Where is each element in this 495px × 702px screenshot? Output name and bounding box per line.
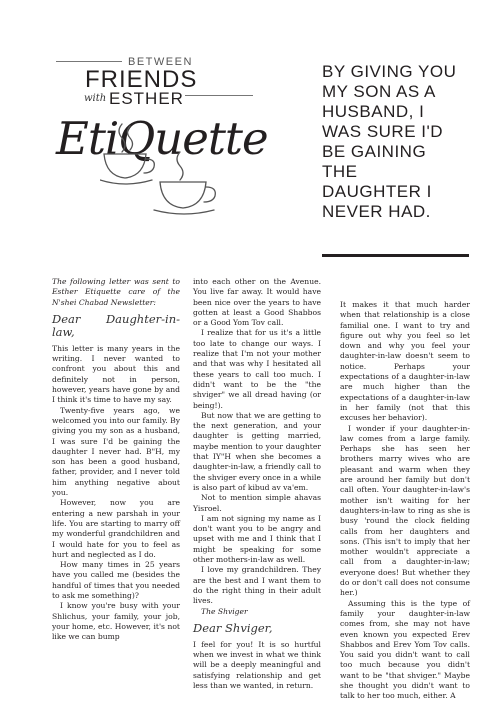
teacups-illustration [100, 118, 220, 218]
pull-quote-rule [322, 254, 469, 257]
paragraph: Twenty-five years ago, we welcomed you into our family. By giving you my son as a husband, I was sure I'd be gaining the daughter I never had. B"H, my son has been a good husband, father, provider, and I never told him anything negative about you. [52, 405, 180, 498]
masthead-rule-left [56, 61, 122, 62]
masthead-etiquette: EtiQuette [56, 112, 268, 165]
paragraph: into each other on the Avenue. You live far away. It would have been nice over the years to have gotten at least a Good Shabbos or a Good Yom Tov call. [193, 277, 321, 328]
paragraph: It makes it that much harder when that relationship is a close familial one. I want to try and figure out why you feel so let down and why you feel your daughter-in-law doesn't seem to notice. Perhaps your expectations of a daughter-in-law are much higher than the expectations of a daughter-in-law in her family (not that this excuses her behavior). [340, 300, 470, 423]
masthead-friends: FRIENDS [85, 66, 198, 93]
masthead-between: BETWEEN [128, 56, 193, 68]
salutation-shviger: Dear Shviger, [193, 620, 273, 635]
text-column-1 [52, 277, 180, 643]
paragraph: Not to mention simple ahavas Yisroel. [193, 493, 321, 513]
paragraph: I wonder if your daughter-in-law comes from a large family. Perhaps she has seen her brothers marry wives who are pleasant and warm when they are around her family but don't call often. Your daughter-in-law's mother isn't waiting for her daughters-in-law to ring as she is busy 'round the clock fielding calls from her daughters and sons. (This isn't to imply that her mother wouldn't appreciate a call from a daughter-in-law; everyone does! But whether they do or don't call does not consume her.) [340, 423, 470, 598]
masthead-with: with [84, 93, 107, 104]
pull-quote: BY GIVING YOU MY SON AS A HUSBAND, I WAS SURE I'D BE GAINING THE DAUGHTER I NEVER HAD. [322, 62, 457, 221]
intro-note: The following letter was sent to Esther Etiquette care of the N'shei Chabad Newsletter: [52, 277, 180, 307]
paragraph: I realize that for us it's a little too late to change our ways. I realize that I'm not your mother and that was why I hesitated all these years to call too much. I didn't want to be the "the shviger" we all dread having (or being!). [193, 328, 321, 410]
paragraph: I am not signing my name as I don't want you to be angry and upset with me and I think that I might be speaking for some other mothers-in-law as well. [193, 513, 321, 565]
paragraph: I love my grandchildren. They are the best and I want them to do the right thing in their adult lives. [193, 565, 321, 606]
paragraph: However, now you are entering a new parshah in your life. You are starting to marry off my wonderful grandchildren and I would hate for you to feel as hurt and neglected as I do. [52, 498, 180, 559]
text-column-2 [193, 277, 321, 691]
letter-signature: The Shviger [201, 606, 248, 616]
paragraph: I know you're busy with your Shlichus, your family, your job, your home, etc. However, it's not like we can bump [52, 601, 180, 642]
paragraph: How many times in 25 years have you called me (besides the handful of times that you needed to ask me something)? [52, 560, 180, 601]
masthead-rule-right [185, 95, 253, 96]
masthead-esther: ESTHER [109, 89, 184, 108]
salutation-daughter-in-law: Dear Daughter-in-law, [52, 311, 180, 339]
paragraph: But now that we are getting to the next generation, and your daughter is getting married, maybe mention to your daughter that IY"H when she becomes a daughter-in-law, a friendly call to the shviger every once in a while is also part of kibud av va'em. [193, 410, 321, 492]
paragraph: I feel for you! It is so hurtful when we invest in what we think will be a deeply meaningful and satisfying relationship and get less than we wanted, in return. [193, 639, 321, 690]
paragraph: This letter is many years in the writing. I never wanted to confront you about this and definitely not in person, however, years have gone by and I think it's time to have my say. [52, 343, 180, 405]
paragraph: Assuming this is the type of family your daughter-in-law comes from, she may not have even known you expected Erev Shabbos and Erev Yom Tov calls. You said you didn't want to call too much because you didn't want to be "that shviger." Maybe she thought you didn't want to talk to her too much, either. A [340, 598, 470, 701]
text-column-3 [340, 300, 470, 702]
